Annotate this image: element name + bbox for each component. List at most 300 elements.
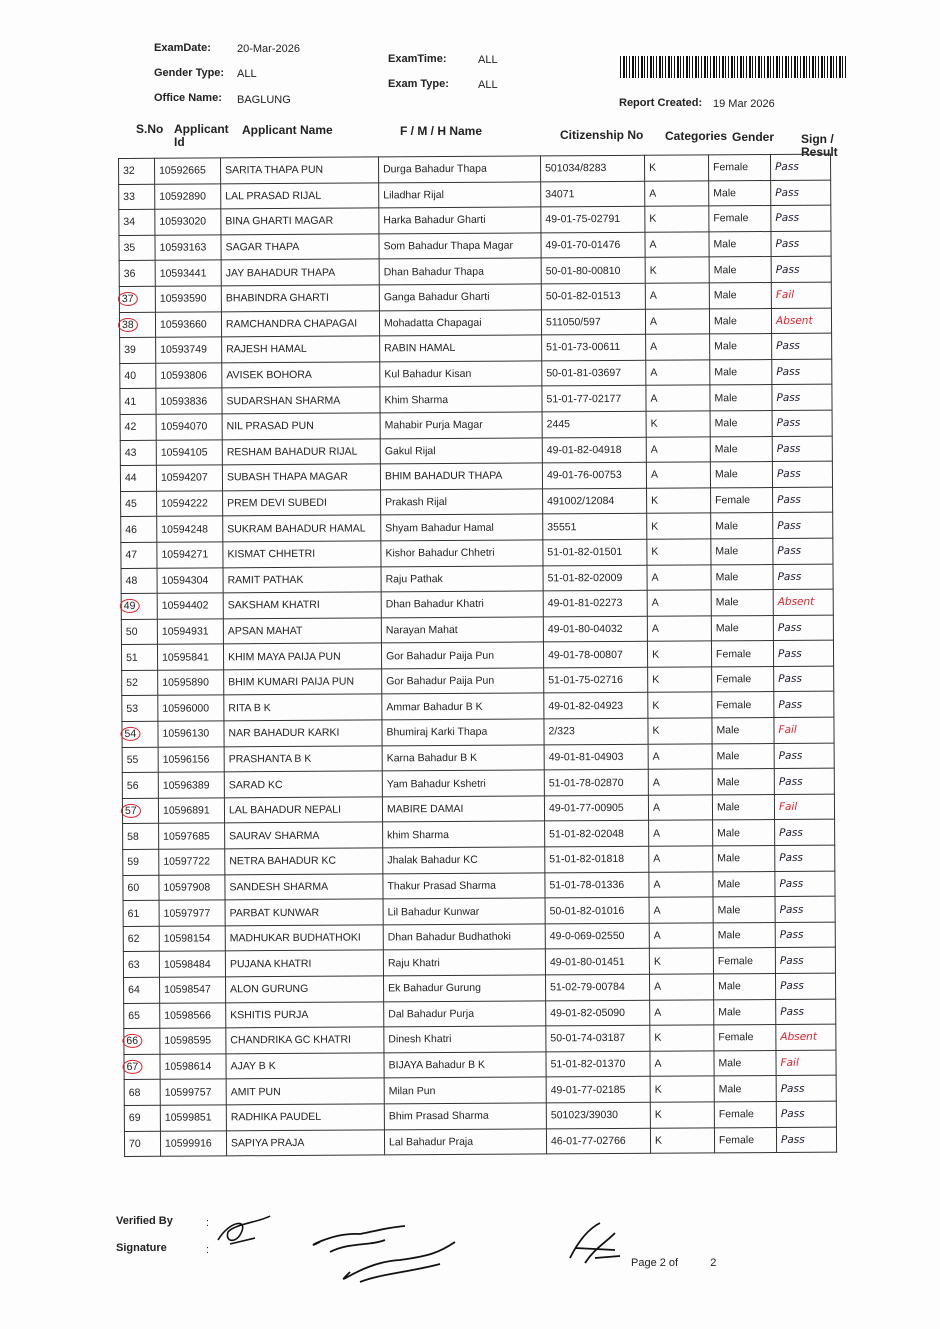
row-sno — [119, 209, 155, 235]
row-applicant-name: PARBAT KUNWAR — [225, 899, 383, 926]
sno-text: 57 — [121, 804, 141, 818]
results-table — [118, 154, 837, 1157]
office-name-label: Office Name: — [154, 92, 222, 104]
row-sno — [124, 1054, 160, 1080]
row-citizenship: 46-01-77-02766 — [546, 1128, 650, 1154]
row-fmh-name: Mohadatta Chapagai — [379, 309, 541, 336]
row-citizenship: 50-01-82-01016 — [545, 897, 649, 923]
row-category: A — [650, 1051, 714, 1077]
row-gender: Female — [708, 155, 770, 181]
row-applicant-name: PUJANA KHATRI — [225, 950, 383, 977]
row-category: A — [647, 590, 711, 616]
row-applicant-name: PREM DEVI SUBEDI — [223, 490, 381, 517]
row-fmh-name: Gor Bahadur Paija Pun — [381, 642, 543, 669]
row-gender: Male — [710, 385, 772, 411]
row-sno — [123, 900, 159, 926]
row-applicant-id: 10595890 — [158, 670, 224, 696]
row-applicant-name: ALON GURUNG — [226, 976, 384, 1003]
sno-text: 63 — [127, 958, 140, 971]
row-gender: Male — [714, 999, 776, 1025]
row-gender: Male — [709, 282, 771, 308]
col-header-sno: S.No — [136, 122, 164, 136]
row-category: A — [645, 308, 709, 334]
row-citizenship: 34071 — [541, 181, 645, 207]
row-applicant-id: 10596891 — [158, 798, 224, 824]
row-sno — [122, 773, 158, 799]
row-result: Pass — [774, 692, 834, 718]
row-sno — [124, 1080, 160, 1106]
page-total: 2 — [710, 1257, 717, 1269]
row-citizenship: 49-01-77-02185 — [546, 1077, 650, 1103]
row-applicant-id: 10596389 — [158, 772, 224, 798]
sno-text: 41 — [124, 395, 137, 408]
row-fmh-name: Prakash Rijal — [381, 489, 543, 516]
barcode — [620, 56, 846, 78]
row-result: Pass — [771, 257, 831, 283]
row-gender: Female — [714, 1025, 776, 1051]
row-citizenship: 501023/39030 — [546, 1102, 650, 1128]
row-applicant-id: 10594931 — [157, 619, 223, 645]
row-sno — [121, 542, 157, 568]
row-fmh-name: Lal Bahadur Praja — [384, 1128, 546, 1155]
row-gender: Male — [713, 820, 775, 846]
row-result: Pass — [773, 512, 833, 538]
row-applicant-id: 10598484 — [159, 951, 225, 977]
row-applicant-id: 10596156 — [158, 747, 224, 773]
row-applicant-id: 10599916 — [160, 1130, 226, 1156]
row-applicant-id: 10598566 — [160, 1002, 226, 1028]
row-category: K — [650, 1127, 714, 1153]
row-applicant-name: RAJESH HAMAL — [222, 336, 380, 363]
row-applicant-name: SUDARSHAN SHARMA — [222, 387, 380, 414]
row-result: Pass — [772, 359, 832, 385]
row-result: Pass — [774, 768, 834, 794]
col-header-categories: Categories — [665, 129, 728, 143]
sno-text: 50 — [125, 625, 138, 638]
row-gender: Male — [713, 973, 775, 999]
row-citizenship: 49-01-81-04903 — [544, 744, 648, 770]
row-citizenship: 50-01-81-03697 — [542, 360, 646, 386]
row-citizenship: 50-01-74-03187 — [546, 1025, 650, 1051]
row-fmh-name: Shyam Bahadur Hamal — [381, 514, 543, 541]
row-sno — [122, 747, 158, 773]
row-category: A — [646, 462, 710, 488]
row-applicant-id: 10594105 — [156, 439, 222, 465]
row-fmh-name: khim Sharma — [383, 821, 545, 848]
row-result: Pass — [774, 743, 834, 769]
row-applicant-name: JAY BAHADUR THAPA — [221, 259, 379, 286]
row-applicant-name: MADHUKAR BUDHATHOKI — [225, 925, 383, 952]
row-applicant-id: 10593660 — [155, 311, 221, 337]
row-applicant-name: SAKSHAM KHATRI — [223, 592, 381, 619]
row-sno — [119, 261, 155, 287]
row-result: Pass — [775, 922, 835, 948]
row-result: Pass — [775, 896, 835, 922]
row-result: Pass — [773, 487, 833, 513]
row-applicant-id: 10592890 — [155, 183, 221, 209]
row-fmh-name: Thakur Prasad Sharma — [383, 873, 545, 900]
row-category: A — [648, 795, 712, 821]
row-result: Fail — [774, 717, 834, 743]
row-citizenship: 2/323 — [544, 718, 648, 744]
row-applicant-id: 10598547 — [160, 977, 226, 1003]
row-applicant-name: RADHIKA PAUDEL — [226, 1104, 384, 1131]
row-sno — [122, 798, 158, 824]
row-fmh-name: RABIN HAMAL — [380, 335, 542, 362]
row-applicant-id: 10593590 — [155, 286, 221, 312]
sno-text: 64 — [128, 984, 140, 997]
row-result: Pass — [776, 1076, 836, 1102]
row-category: K — [645, 206, 709, 232]
row-sno — [123, 926, 159, 952]
row-applicant-id: 10599757 — [160, 1079, 226, 1105]
row-category: K — [647, 488, 711, 514]
row-sno — [121, 517, 157, 543]
row-result: Pass — [771, 180, 831, 206]
sno-text: 48 — [125, 574, 138, 587]
office-name-value: BAGLUNG — [237, 94, 291, 106]
row-applicant-name: LAL PRASAD RIJAL — [221, 183, 379, 210]
row-result: Fail — [774, 794, 834, 820]
row-fmh-name: Dal Bahadur Purja — [384, 1000, 546, 1027]
row-citizenship: 51-01-82-02048 — [545, 821, 649, 847]
row-applicant-name: KSHITIS PURJA — [226, 1001, 384, 1028]
row-sno — [124, 1131, 160, 1157]
row-applicant-id: 10598595 — [160, 1028, 226, 1054]
row-citizenship: 2445 — [542, 411, 646, 437]
row-sno — [119, 184, 155, 210]
row-fmh-name: Lil Bahadur Kunwar — [383, 898, 545, 925]
sno-text: 61 — [127, 907, 140, 920]
row-sno — [122, 670, 158, 696]
row-result: Pass — [773, 615, 833, 641]
exam-time-value: ALL — [478, 54, 498, 66]
row-fmh-name: Bhumiraj Karki Thapa — [382, 719, 544, 746]
row-fmh-name: Jhalak Bahadur KC — [383, 847, 545, 874]
row-citizenship: 49-01-75-02791 — [541, 206, 645, 232]
row-citizenship: 49-01-80-04032 — [543, 616, 647, 642]
row-category: A — [647, 564, 711, 590]
row-fmh-name: Yam Bahadur Kshetri — [382, 770, 544, 797]
row-fmh-name: Dinesh Khatri — [384, 1026, 546, 1053]
sno-text: 70 — [128, 1137, 141, 1150]
row-sno — [119, 286, 155, 312]
row-fmh-name: Dhan Bahadur Budhathoki — [383, 924, 545, 951]
row-sno — [124, 1003, 160, 1029]
col-header-applicant-name: Applicant Name — [242, 123, 333, 137]
row-category: K — [647, 539, 711, 565]
row-category: K — [648, 667, 712, 693]
row-result: Pass — [773, 564, 833, 590]
row-result: Pass — [775, 871, 835, 897]
row-gender: Male — [709, 180, 771, 206]
page-indicator — [631, 1257, 716, 1269]
row-applicant-name: SARAD KC — [224, 771, 382, 798]
sno-text: 34 — [123, 216, 136, 229]
row-applicant-id: 10593163 — [155, 235, 221, 261]
row-result: Pass — [775, 948, 835, 974]
row-fmh-name: Dhan Bahadur Thapa — [379, 258, 541, 285]
row-sno — [120, 389, 156, 415]
row-gender: Male — [712, 743, 774, 769]
sno-text: 51 — [126, 651, 138, 664]
sno-text: 33 — [123, 190, 135, 203]
sno-text: 54 — [120, 727, 140, 741]
row-citizenship: 49-0-069-02550 — [545, 923, 649, 949]
row-applicant-name: BINA GHARTI MAGAR — [221, 208, 379, 235]
row-applicant-name: SAPIYA PRAJA — [226, 1129, 384, 1156]
row-applicant-name: KHIM MAYA PAIJA PUN — [223, 643, 381, 670]
sno-text: 52 — [126, 677, 138, 690]
row-citizenship: 49-01-82-04918 — [542, 437, 646, 463]
row-applicant-name: NETRA BAHADUR KC — [225, 848, 383, 875]
row-sno — [120, 414, 156, 440]
row-sno — [124, 1105, 160, 1131]
row-gender: Male — [711, 590, 773, 616]
sno-text: 44 — [124, 472, 137, 485]
sno-text: 56 — [126, 779, 139, 792]
row-fmh-name: Raju Khatri — [383, 949, 545, 976]
row-fmh-name: Harka Bahadur Gharti — [379, 207, 541, 234]
sno-text: 42 — [124, 421, 137, 434]
row-result: Pass — [776, 1101, 836, 1127]
row-gender: Male — [710, 359, 772, 385]
col-header-sign-result: Sign / Result — [801, 132, 838, 159]
row-sno — [119, 235, 155, 261]
sno-text: 35 — [123, 241, 136, 255]
row-applicant-name: SAGAR THAPA — [221, 234, 379, 261]
row-fmh-name: Kishor Bahadur Chhetri — [381, 540, 543, 567]
row-category: A — [648, 769, 712, 795]
row-gender: Female — [709, 206, 771, 232]
sno-text: 55 — [126, 753, 139, 766]
sno-text: 47 — [125, 549, 138, 562]
row-category: K — [646, 411, 710, 437]
page-text: Page 2 of — [631, 1257, 679, 1269]
row-gender: Male — [709, 257, 771, 283]
table-row — [124, 1127, 836, 1157]
row-applicant-name: BHABINDRA GHARTI — [221, 285, 379, 312]
row-applicant-id: 10598154 — [159, 926, 225, 952]
sno-text: 62 — [127, 932, 140, 946]
row-fmh-name: Dhan Bahadur Khatri — [381, 591, 543, 618]
row-fmh-name: Ganga Bahadur Gharti — [379, 284, 541, 311]
row-fmh-name: Karna Bahadur B K — [382, 745, 544, 772]
col-header-gender: Gender — [732, 130, 775, 144]
row-citizenship: 51-01-82-01501 — [543, 539, 647, 565]
row-gender: Male — [709, 231, 771, 257]
row-sno — [121, 568, 157, 594]
row-applicant-name: KISMAT CHHETRI — [223, 541, 381, 568]
row-fmh-name: Kul Bahadur Kisan — [380, 361, 542, 388]
row-applicant-id: 10598614 — [160, 1054, 226, 1080]
row-gender: Female — [711, 641, 773, 667]
gender-type-label: Gender Type: — [154, 67, 225, 79]
row-category: K — [650, 1102, 714, 1128]
row-applicant-name: SANDESH SHARMA — [225, 874, 383, 901]
row-applicant-name: RESHAM BAHADUR RIJAL — [222, 438, 380, 465]
row-category: A — [645, 283, 709, 309]
signature-label: Signature — [116, 1242, 167, 1254]
row-applicant-name: NIL PRASAD PUN — [222, 413, 380, 440]
row-citizenship: 51-01-78-02870 — [544, 770, 648, 796]
row-fmh-name: MABIRE DAMAI — [382, 796, 544, 823]
row-gender: Male — [712, 769, 774, 795]
sno-text: 58 — [127, 830, 139, 843]
signature-colon: : — [206, 1244, 210, 1256]
col-header-fmh-name: F / M / H Name — [400, 124, 483, 138]
exam-date-label: ExamDate: — [154, 42, 211, 54]
row-applicant-id: 10597685 — [159, 823, 225, 849]
signature-1 — [210, 1210, 280, 1255]
row-gender: Female — [713, 948, 775, 974]
row-citizenship: 51-01-82-01370 — [546, 1051, 650, 1077]
row-category: A — [649, 846, 713, 872]
row-citizenship: 511050/597 — [541, 309, 645, 335]
row-citizenship: 49-01-77-00905 — [544, 795, 648, 821]
row-applicant-id: 10594271 — [157, 542, 223, 568]
row-category: A — [646, 334, 710, 360]
row-sno — [119, 312, 155, 338]
row-applicant-name: BHIM KUMARI PAIJA PUN — [224, 669, 382, 696]
row-applicant-name: AVISEK BOHORA — [222, 362, 380, 389]
row-applicant-id: 10593836 — [156, 388, 222, 414]
sno-text: 36 — [123, 267, 136, 280]
sno-text: 66 — [122, 1034, 142, 1048]
row-result: Absent — [771, 308, 831, 334]
row-sno — [123, 875, 159, 901]
row-citizenship: 50-01-82-01513 — [541, 283, 645, 309]
row-applicant-id: 10597977 — [159, 900, 225, 926]
row-sno — [120, 363, 156, 389]
row-result: Pass — [772, 384, 832, 410]
row-citizenship: 51-01-82-01818 — [545, 846, 649, 872]
row-gender: Male — [710, 410, 772, 436]
sno-text: 60 — [127, 881, 140, 894]
row-result: Pass — [772, 333, 832, 359]
row-result: Pass — [776, 1127, 836, 1153]
row-gender: Male — [714, 1050, 776, 1076]
row-category: K — [650, 1076, 714, 1102]
row-result: Pass — [771, 205, 831, 231]
row-category: A — [646, 360, 710, 386]
row-gender: Female — [712, 692, 774, 718]
row-applicant-id: 10594222 — [157, 491, 223, 517]
col-header-applicant-id: Applicant Id — [174, 122, 229, 149]
row-gender: Male — [713, 922, 775, 948]
row-result: Pass — [775, 973, 835, 999]
row-result: Pass — [772, 410, 832, 436]
row-applicant-id: 10593806 — [156, 363, 222, 389]
row-category: K — [644, 155, 708, 181]
row-applicant-id: 10594207 — [156, 465, 222, 491]
verified-by-colon: : — [206, 1217, 210, 1229]
row-category: A — [649, 897, 713, 923]
row-result: Pass — [772, 436, 832, 462]
sno-text: 68 — [128, 1086, 141, 1099]
row-category: A — [649, 820, 713, 846]
row-citizenship: 50-01-80-00810 — [541, 258, 645, 284]
row-result: Pass — [773, 538, 833, 564]
row-fmh-name: Raju Pathak — [381, 565, 543, 592]
sno-text: 46 — [125, 523, 137, 536]
row-result: Fail — [771, 282, 831, 308]
report-created-value: 19 Mar 2026 — [713, 98, 775, 110]
row-category: K — [645, 257, 709, 283]
row-applicant-id: 10597908 — [159, 874, 225, 900]
row-applicant-id: 10596000 — [158, 695, 224, 721]
sno-text: 49 — [120, 599, 140, 613]
row-result: Absent — [776, 1024, 836, 1050]
row-citizenship: 51-01-78-01336 — [545, 872, 649, 898]
sno-text: 37 — [118, 292, 138, 306]
row-result: Pass — [775, 820, 835, 846]
row-category: K — [647, 513, 711, 539]
row-sno — [122, 696, 158, 722]
row-applicant-name: PRASHANTA B K — [224, 746, 382, 773]
row-applicant-id: 10593020 — [155, 209, 221, 235]
row-fmh-name: Khim Sharma — [380, 386, 542, 413]
exam-type-label: Exam Type: — [388, 78, 449, 90]
row-result: Pass — [773, 640, 833, 666]
row-sno — [119, 158, 155, 184]
row-gender: Male — [713, 846, 775, 872]
row-sno — [121, 593, 157, 619]
row-gender: Male — [709, 308, 771, 334]
row-result: Pass — [776, 999, 836, 1025]
row-sno — [124, 977, 160, 1003]
row-applicant-id: 10594304 — [157, 567, 223, 593]
sno-text: 65 — [128, 1009, 140, 1022]
row-category: A — [645, 232, 709, 258]
row-sno — [121, 645, 157, 671]
row-fmh-name: BHIM BAHADUR THAPA — [380, 463, 542, 490]
row-applicant-id: 10596130 — [158, 721, 224, 747]
row-applicant-id: 10593441 — [155, 260, 221, 286]
row-category: A — [647, 616, 711, 642]
row-citizenship: 49-01-70-01476 — [541, 232, 645, 258]
row-fmh-name: Milan Pun — [384, 1077, 546, 1104]
row-citizenship: 51-01-77-02177 — [542, 386, 646, 412]
sno-text: 39 — [124, 344, 136, 357]
sno-text: 43 — [124, 446, 137, 459]
row-applicant-name: AJAY B K — [226, 1053, 384, 1080]
row-applicant-id: 10599851 — [160, 1105, 226, 1131]
row-applicant-id: 10594070 — [156, 414, 222, 440]
row-citizenship: 49-01-80-01451 — [545, 949, 649, 975]
row-citizenship: 501034/8283 — [540, 155, 644, 181]
col-header-citizenship: Citizenship No — [560, 128, 644, 142]
row-category: A — [645, 180, 709, 206]
row-citizenship: 49-01-81-02273 — [543, 590, 647, 616]
sno-text: 59 — [127, 856, 140, 869]
row-gender: Male — [713, 897, 775, 923]
row-applicant-name: SUBASH THAPA MAGAR — [222, 464, 380, 491]
row-fmh-name: Mahabir Purja Magar — [380, 412, 542, 439]
signature-2 — [290, 1212, 470, 1297]
sno-text: 53 — [126, 702, 139, 715]
row-result: Pass — [770, 154, 830, 180]
row-fmh-name: Ammar Bahadur B K — [382, 693, 544, 720]
row-fmh-name: BIJAYA Bahadur B K — [384, 1052, 546, 1079]
row-citizenship: 49-01-82-05090 — [546, 1000, 650, 1026]
verified-by-label: Verified By — [116, 1215, 173, 1227]
row-applicant-id: 10595841 — [157, 644, 223, 670]
row-result: Pass — [774, 666, 834, 692]
row-sno — [124, 1028, 160, 1054]
report-created-label: Report Created: — [619, 97, 703, 109]
row-sno — [120, 337, 156, 363]
